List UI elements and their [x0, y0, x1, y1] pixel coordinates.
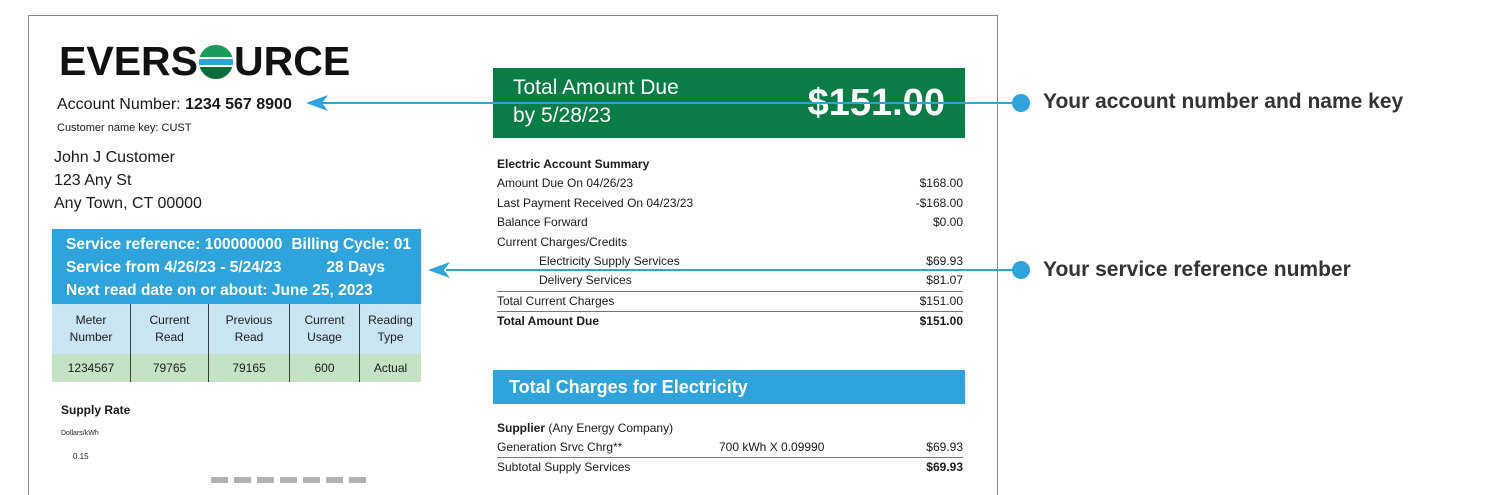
account-number-label: Account Number:: [57, 96, 181, 113]
summary-total-row: Total Amount Due $151.00: [497, 311, 963, 331]
service-days: 28 Days: [326, 259, 386, 276]
account-number-value: 1234 567 8900: [185, 96, 292, 113]
meter-header-cell: Reading Type: [360, 304, 422, 354]
current-read: 79765: [131, 354, 209, 382]
service-reference: Service reference: 100000000: [66, 236, 283, 253]
service-callout-text: Your service reference number: [1043, 258, 1351, 281]
supply-rate-unit: Dollars/kWh: [61, 430, 99, 437]
generation-charge-value: $69.93: [926, 440, 963, 454]
logo-text-left: EVERS: [59, 38, 198, 84]
total-due-date: by 5/28/23: [513, 104, 612, 127]
generation-charge-calc: 700 kWh X 0.09990: [719, 440, 825, 454]
summary-row: Total Current Charges $151.00: [497, 291, 963, 311]
subtotal-label: Subtotal Supply Services: [497, 460, 631, 474]
callout-dot-icon: [1012, 94, 1030, 112]
meter-number: 1234567: [52, 354, 131, 382]
account-callout-text: Your account number and name key: [1043, 90, 1404, 113]
summary-row: Delivery Services $81.07: [539, 273, 963, 288]
address-line: Any Town, CT 00000: [54, 195, 202, 212]
summary-row: Amount Due On 04/26/23 $168.00: [497, 176, 963, 191]
meter-header-cell: Meter Number: [52, 304, 131, 354]
meter-header-cell: Current Usage: [290, 304, 360, 354]
service-period: Service from 4/26/23 - 5/24/23: [66, 259, 282, 276]
summary-row: Electricity Supply Services $69.93: [539, 253, 963, 268]
supply-rate-title: Supply Rate: [61, 403, 131, 417]
total-due-label: Total Amount Due: [513, 76, 679, 99]
generation-charge-label: Generation Srvc Chrg**: [497, 440, 623, 454]
supplier-label: Supplier: [497, 421, 546, 435]
summary-row: Current Charges/Credits: [497, 234, 628, 249]
summary-row: Last Payment Received On 04/23/23 -$168.00: [497, 195, 963, 210]
summary-title: Electric Account Summary: [497, 157, 650, 171]
address-line: 123 Any St: [54, 172, 132, 189]
callout-dot-icon: [1012, 261, 1030, 279]
billing-cycle: Billing Cycle: 01: [291, 236, 412, 253]
previous-read: 79165: [209, 354, 290, 382]
reading-type: Actual: [360, 354, 422, 382]
logo-text-right: URCE: [234, 38, 351, 84]
current-usage: 600: [290, 354, 360, 382]
next-read-date: Next read date on or about: June 25, 2023: [66, 282, 373, 299]
total-due-amount: $151.00: [807, 82, 945, 124]
supplier-name: (Any Energy Company): [545, 421, 674, 435]
meter-header-cell: Previous Read: [209, 304, 290, 354]
summary-row: Balance Forward $0.00: [497, 215, 963, 230]
subtotal-value: $69.93: [926, 460, 963, 474]
total-charges-bar: Total Charges for Electricity: [493, 370, 965, 404]
supply-rate-tick: 0.15: [73, 452, 89, 461]
address-line: John J Customer: [54, 149, 175, 166]
customer-name-key: Customer name key: CUST: [57, 122, 192, 134]
meter-header-cell: Current Read: [131, 304, 209, 354]
